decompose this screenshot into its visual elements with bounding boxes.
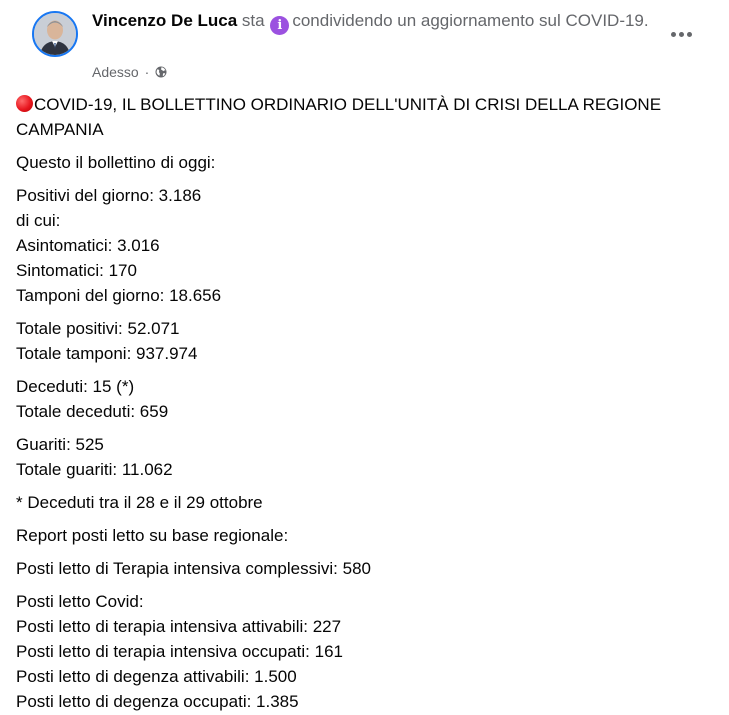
more-dot-icon	[687, 32, 692, 37]
ti-attivabili: Posti letto di terapia intensiva attivabili: 227	[16, 617, 342, 636]
post-header	[16, 0, 713, 92]
avatar-portrait-icon	[34, 13, 76, 55]
asintomatici: Asintomatici: 3.016	[16, 236, 160, 255]
ti-occupati: Posti letto di terapia intensiva occupati: 161	[16, 642, 343, 661]
info-icon: i	[270, 16, 289, 35]
deceduti-block	[16, 374, 713, 424]
activity-text: condividendo un aggiornamento sul COVID-19.	[292, 11, 649, 30]
di-cui: di cui:	[16, 211, 61, 230]
intro-paragraph	[16, 150, 713, 175]
deceduti-note: * Deceduti tra il 28 e il 29 ottobre	[16, 493, 263, 512]
post-timestamp[interactable]: Adesso	[92, 64, 139, 80]
positivi-block	[16, 183, 713, 308]
intro-text: Questo il bollettino di oggi:	[16, 153, 216, 172]
post-body	[16, 92, 713, 714]
terapia-paragraph	[16, 556, 713, 581]
post-title-text: COVID-19, IL BOLLETTINO ORDINARIO DELL'UNITÀ DI CRISI DELLA REGIONE CAMPANIA	[16, 95, 662, 139]
totale-deceduti: Totale deceduti: 659	[16, 402, 169, 421]
post-meta	[92, 63, 167, 81]
avatar[interactable]	[32, 11, 78, 57]
totale-positivi: Totale positivi: 52.071	[16, 319, 180, 338]
guariti-block	[16, 432, 713, 482]
globe-icon[interactable]	[155, 64, 167, 76]
degenza-attivabili: Posti letto di degenza attivabili: 1.500	[16, 667, 297, 686]
deceduti: Deceduti: 15 (*)	[16, 377, 135, 396]
more-options-button[interactable]	[663, 20, 699, 48]
sintomatici: Sintomatici: 170	[16, 261, 137, 280]
more-dot-icon	[671, 32, 676, 37]
totale-guariti: Totale guariti: 11.062	[16, 460, 173, 479]
covid-block	[16, 589, 713, 714]
note-paragraph	[16, 490, 713, 515]
terapia-intensiva-complessivi: Posti letto di Terapia intensiva complessivi: 580	[16, 559, 371, 578]
report-heading: Report posti letto su base regionale:	[16, 526, 289, 545]
totale-tamponi: Totale tamponi: 937.974	[16, 344, 198, 363]
activity-prefix: sta	[241, 11, 265, 30]
post-header-text	[92, 9, 672, 35]
posti-letto-covid: Posti letto Covid:	[16, 592, 144, 611]
guariti: Guariti: 525	[16, 435, 104, 454]
meta-separator: ·	[144, 64, 150, 80]
positivi-giorno: Positivi del giorno: 3.186	[16, 186, 202, 205]
red-circle-icon	[16, 95, 33, 112]
degenza-occupati: Posti letto di degenza occupati: 1.385	[16, 692, 299, 711]
post-title	[16, 92, 713, 142]
more-dot-icon	[679, 32, 684, 37]
tamponi-giorno: Tamponi del giorno: 18.656	[16, 286, 222, 305]
author-name[interactable]: Vincenzo De Luca	[92, 11, 238, 30]
report-paragraph	[16, 523, 713, 548]
totali-block	[16, 316, 713, 366]
